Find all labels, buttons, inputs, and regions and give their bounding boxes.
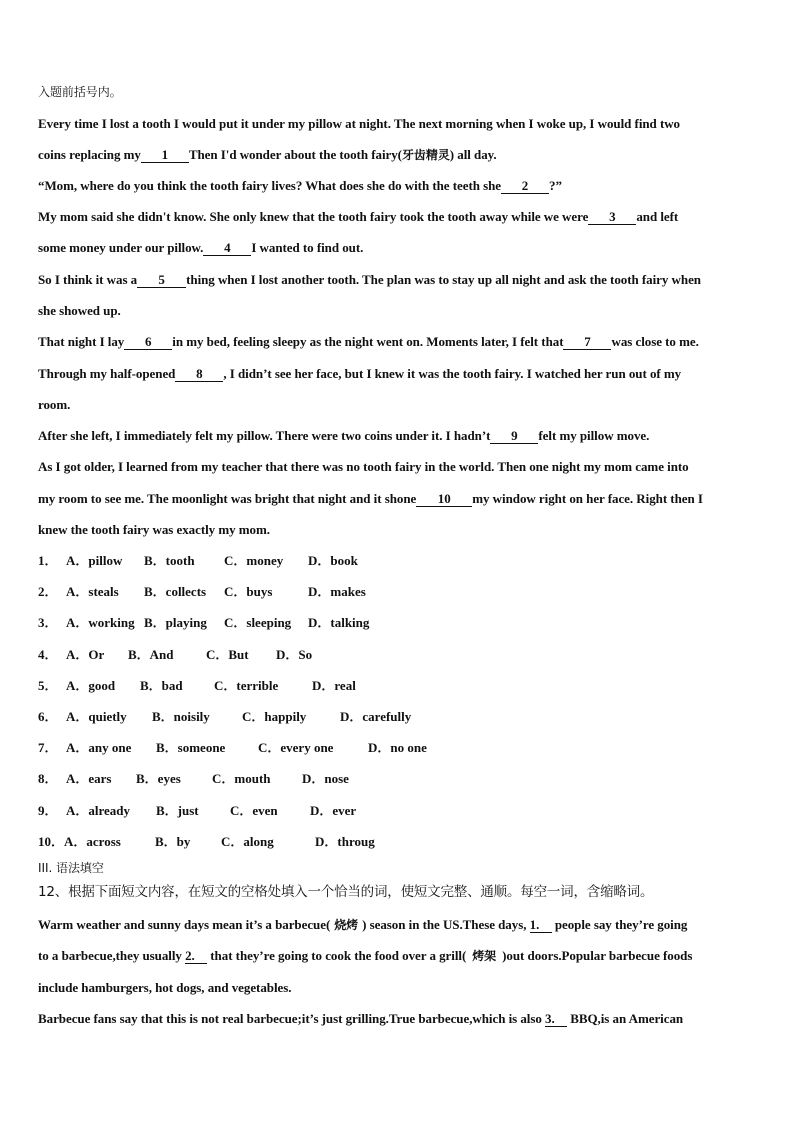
passage-text: Then I'd wonder about the tooth fairy( — [188, 147, 402, 162]
option-d[interactable]: D．no one — [368, 740, 427, 755]
option-c[interactable]: C．terrible — [214, 678, 279, 693]
option-a[interactable]: A．pillow — [66, 553, 123, 568]
passage-text: So I think it was a — [38, 272, 138, 287]
instruction-tail: 入题前括号内。 — [38, 85, 122, 99]
blank-6[interactable]: 6 — [124, 335, 172, 350]
option-d[interactable]: D．ever — [310, 803, 357, 818]
passage-text: I wanted to find out. — [251, 240, 364, 255]
question-number: 7． — [38, 740, 58, 755]
passage-text: ?” — [549, 178, 562, 193]
passage-text: ) season in the US.These days, — [362, 917, 527, 932]
question-number: 9． — [38, 803, 58, 818]
option-b[interactable]: B．playing — [144, 615, 207, 630]
passage-text: “Mom, where do you think the tooth fairy lives? What does she do with the teeth she — [38, 178, 502, 193]
option-b[interactable]: B．by — [155, 834, 191, 849]
passage-text: )out doors.Popular barbecue foods — [502, 948, 693, 963]
passage-line-11 — [38, 428, 649, 444]
option-b[interactable]: B．collects — [144, 584, 207, 599]
passage-text: and left — [636, 209, 679, 224]
grammar-line-3: include hamburgers, hot dogs, and vegetables. — [38, 980, 292, 995]
passage-line-2 — [38, 147, 497, 163]
blank-1[interactable]: 1 — [141, 148, 189, 163]
blank-4[interactable]: 4 — [203, 241, 251, 256]
option-b[interactable]: B．tooth — [144, 553, 195, 568]
grammar-blank-1[interactable]: 1. — [530, 918, 552, 933]
passage-line-14: knew the tooth fairy was exactly my mom. — [38, 522, 270, 537]
question-7-options — [38, 740, 427, 756]
option-a[interactable]: A．working — [66, 615, 135, 630]
question-number: 1． — [38, 553, 58, 568]
passage-text: was close to me. — [611, 334, 699, 349]
question-5-options — [38, 678, 356, 694]
question-number: 4． — [38, 647, 58, 662]
option-d[interactable]: D．carefully — [340, 709, 412, 724]
chinese-gloss: 牙齿精灵 — [401, 148, 450, 162]
option-c[interactable]: C．money — [224, 553, 284, 568]
passage-text: thing when I lost another tooth. The plan was to stay up all night and ask the tooth fairy when — [186, 272, 701, 287]
passage-text: ) all day. — [449, 147, 497, 162]
blank-9[interactable]: 9 — [490, 429, 538, 444]
grammar-line-4 — [38, 1011, 683, 1027]
question-3-options — [38, 615, 369, 631]
blank-5[interactable]: 5 — [137, 273, 186, 288]
chinese-gloss: 烤架 — [472, 949, 497, 963]
passage-text: that they’re going to cook the food over a grill( — [210, 948, 467, 963]
question-number: 8． — [38, 771, 58, 786]
passage-line-1 — [38, 116, 680, 132]
option-a[interactable]: A．any one — [66, 740, 132, 755]
blank-3[interactable]: 3 — [588, 210, 636, 225]
passage-text: my room to see me. The moonlight was bright that night and it shone — [38, 491, 417, 506]
option-d[interactable]: D．So — [276, 647, 313, 662]
question-6-options — [38, 709, 411, 725]
grammar-blank-2[interactable]: 2. — [185, 949, 207, 964]
option-a[interactable]: A．ears — [66, 771, 112, 786]
passage-text: Barbecue fans say that this is not real barbecue;it’s just grilling.True barbecue,which is also — [38, 1011, 542, 1026]
passage-line-10: room. — [38, 397, 71, 412]
passage-text: Through my half-opened — [38, 366, 176, 381]
option-a[interactable]: A．across — [64, 834, 121, 849]
passage-text: coins replacing my — [38, 147, 141, 162]
passage-text: some money under our pillow. — [38, 240, 204, 255]
passage-text: Warm weather and sunny days mean it’s a barbecue( — [38, 917, 331, 932]
passage-text: After she left, I immediately felt my pillow. There were two coins under it. I hadn’t — [38, 428, 491, 443]
grammar-line-1 — [38, 917, 687, 933]
option-d[interactable]: D．real — [312, 678, 356, 693]
passage-line-12: As I got older, I learned from my teacher that there was no tooth fairy in the world. Then one night my mom came into — [38, 459, 689, 474]
option-c[interactable]: C．But — [206, 647, 249, 662]
passage-text: in my bed, feeling sleepy as the night went on. Moments later, I felt that — [172, 334, 564, 349]
option-c[interactable]: C．buys — [224, 584, 273, 599]
section-heading: III. 语法填空 — [38, 861, 104, 875]
option-d[interactable]: D．makes — [308, 584, 366, 599]
blank-2[interactable]: 2 — [501, 179, 549, 194]
passage-text: Every time I lost a tooth I would put it under my pillow at night. The next morning when I woke up, I would find two — [38, 116, 681, 131]
passage-text: people say they’re going — [554, 917, 688, 932]
blank-7[interactable]: 7 — [563, 335, 611, 350]
question-9-options — [38, 803, 356, 819]
option-b[interactable]: B．noisily — [152, 709, 210, 724]
passage-line-13 — [38, 491, 703, 507]
option-a[interactable]: A．good — [66, 678, 116, 693]
option-c[interactable]: C．even — [230, 803, 278, 818]
question-number: 6． — [38, 709, 58, 724]
passage-text: felt my pillow move. — [538, 428, 650, 443]
question-8-options — [38, 771, 349, 787]
option-a[interactable]: A．quietly — [66, 709, 127, 724]
question-10-options — [38, 834, 375, 850]
passage-line-5 — [38, 240, 363, 256]
option-a[interactable]: A．Or — [66, 647, 105, 662]
option-b[interactable]: B．someone — [156, 740, 226, 755]
passage-text: BBQ,is an American — [570, 1011, 684, 1026]
question-number: 2． — [38, 584, 58, 599]
grammar-blank-3[interactable]: 3. — [545, 1012, 567, 1027]
option-c[interactable]: C．every one — [258, 740, 334, 755]
option-d[interactable]: D．throug — [315, 834, 375, 849]
grammar-line-2 — [38, 948, 692, 964]
question-4-options — [38, 647, 312, 663]
passage-text: my window right on her face. Right then I — [472, 491, 703, 506]
question-1-options — [38, 553, 358, 569]
question-2-options — [38, 584, 366, 600]
option-c[interactable]: C．sleeping — [224, 615, 292, 630]
option-b[interactable]: B．And — [128, 647, 174, 662]
passage-text: That night I lay — [38, 334, 125, 349]
blank-10[interactable]: 10 — [416, 492, 472, 507]
passage-line-6 — [38, 272, 701, 288]
option-c[interactable]: C．along — [221, 834, 274, 849]
passage-line-9 — [38, 366, 681, 382]
option-b[interactable]: B．bad — [140, 678, 183, 693]
question-number: 3． — [38, 615, 58, 630]
passage-text: My mom said she didn't know. She only knew that the tooth fairy took the tooth away while we were — [38, 209, 589, 224]
option-d[interactable]: D．book — [308, 553, 358, 568]
question-number: 5． — [38, 678, 58, 693]
option-d[interactable]: D．nose — [302, 771, 349, 786]
passage-line-8 — [38, 334, 699, 350]
passage-line-4 — [38, 209, 678, 225]
option-b[interactable]: B．just — [156, 803, 199, 818]
option-c[interactable]: C．mouth — [212, 771, 271, 786]
passage-line-3 — [38, 178, 562, 194]
option-a[interactable]: A．already — [66, 803, 131, 818]
passage-text: to a barbecue,they usually — [38, 948, 182, 963]
option-b[interactable]: B．eyes — [136, 771, 181, 786]
chinese-gloss: 烧烤 — [334, 918, 359, 932]
blank-8[interactable]: 8 — [175, 367, 223, 382]
question-number: 10． — [38, 834, 65, 849]
option-a[interactable]: A．steals — [66, 584, 119, 599]
question-12-instruction: 12、根据下面短文内容，在短文的空格处填入一个恰当的词，使短文完整、通顺。每空一词，含缩略词。 — [38, 884, 654, 900]
option-d[interactable]: D．talking — [308, 615, 370, 630]
passage-text: , I didn’t see her face, but I knew it was the tooth fairy. I watched her run out of my — [223, 366, 682, 381]
option-c[interactable]: C．happily — [242, 709, 307, 724]
passage-line-7: she showed up. — [38, 303, 121, 318]
